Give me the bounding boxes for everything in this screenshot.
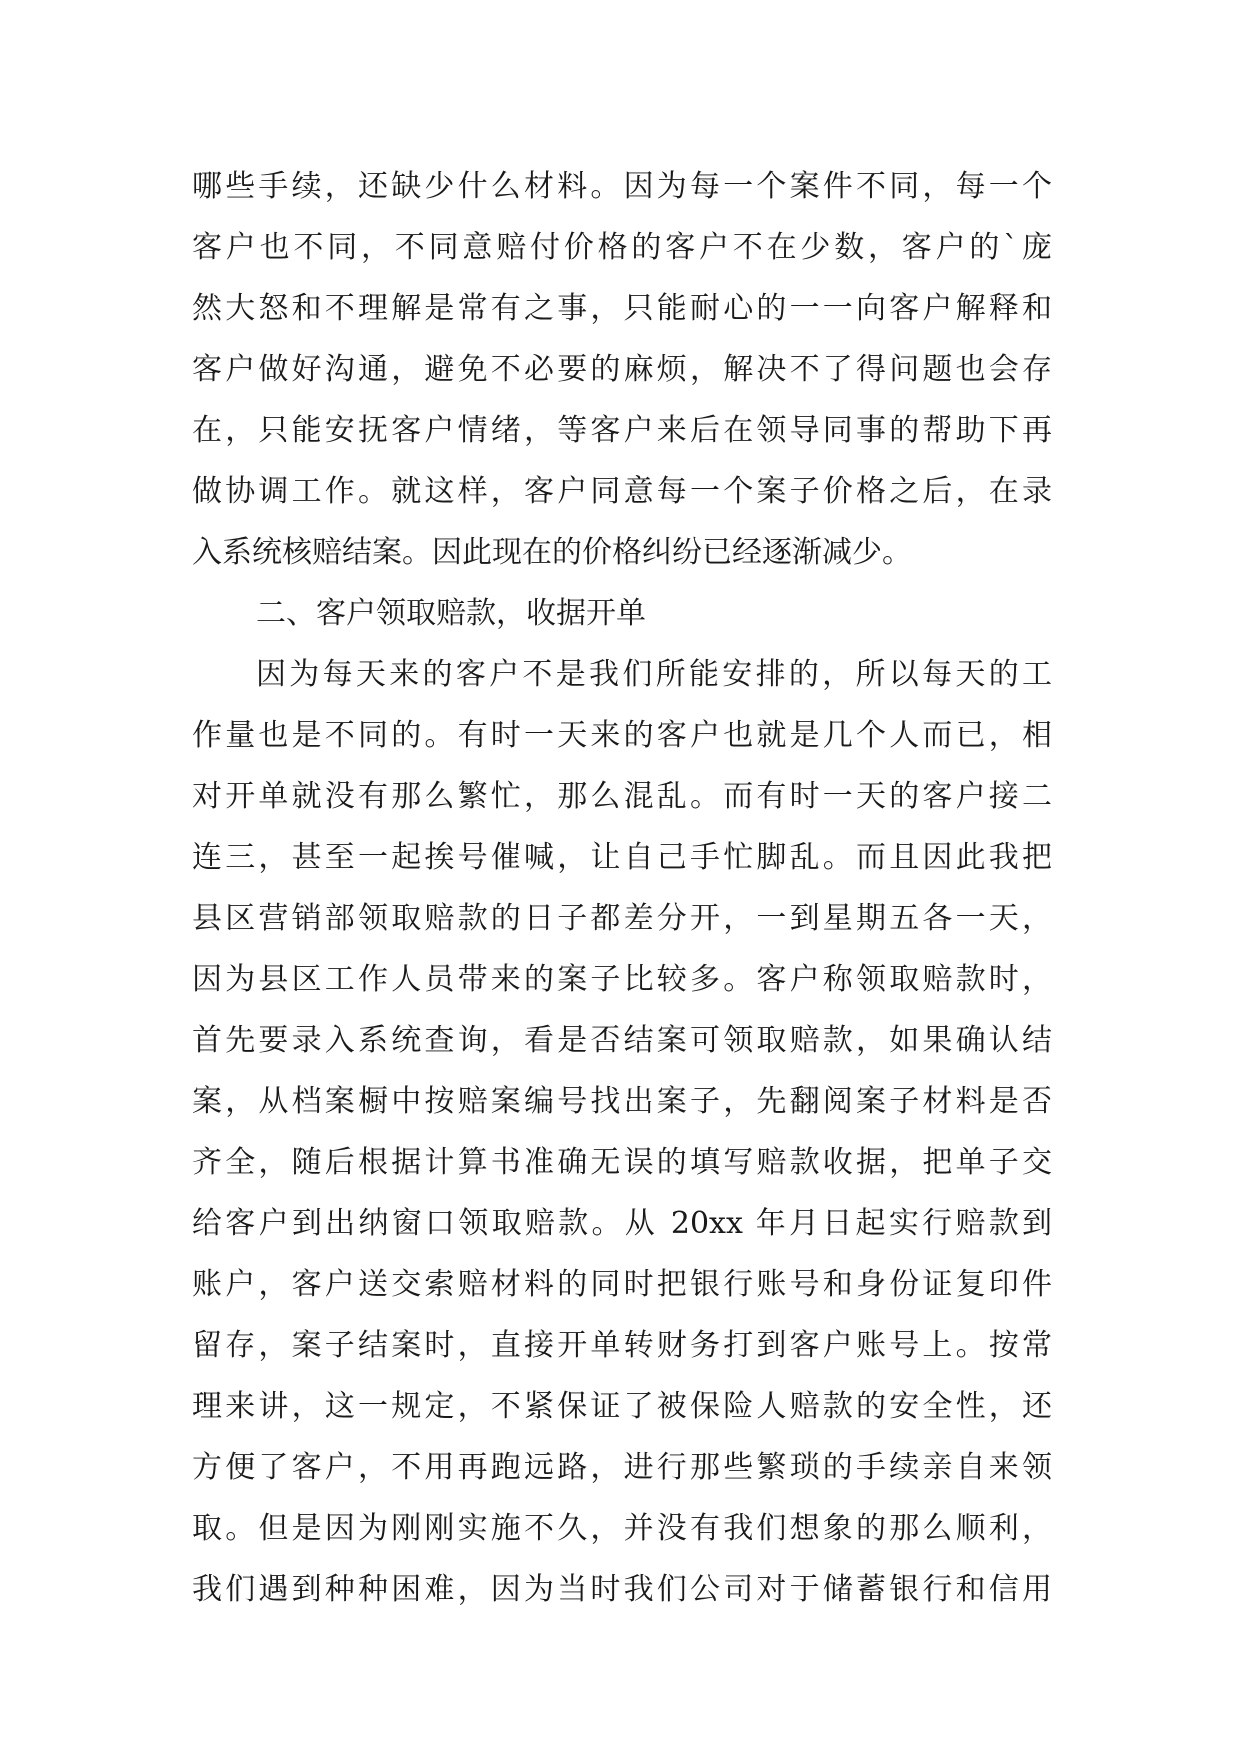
text-line: 连三，甚至一起挨号催喊，让自己手忙脚乱。而且因此我把 (192, 840, 1052, 875)
text-line: 首先要录入系统查询，看是否结案可领取赔款，如果确认结 (192, 1023, 1052, 1058)
section-heading: 二、客户领取赔款，收据开单 (256, 596, 646, 631)
text-line: 然大怒和不理解是常有之事，只能耐心的一一向客户解释和 (192, 291, 1052, 326)
text-line: 作量也是不同的。有时一天来的客户也就是几个人而已，相 (192, 718, 1052, 753)
text-line: 齐全，随后根据计算书准确无误的填写赔款收据，把单子交 (192, 1145, 1052, 1180)
text-line: 因为每天来的客户不是我们所能安排的，所以每天的工 (256, 657, 1052, 692)
text-line: 县区营销部领取赔款的日子都差分开，一到星期五各一天， (192, 901, 1052, 936)
text-line: 账户，客户送交索赔材料的同时把银行账号和身份证复印件 (192, 1267, 1052, 1302)
text-line: 客户也不同，不同意赔付价格的客户不在少数，客户的`庞 (192, 230, 1052, 265)
text-line: 留存，案子结案时，直接开单转财务打到客户账号上。按常 (192, 1328, 1052, 1363)
text-line: 我们遇到种种困难，因为当时我们公司对于储蓄银行和信用 (192, 1572, 1052, 1607)
text-line: 因为县区工作人员带来的案子比较多。客户称领取赔款时， (192, 962, 1052, 997)
text-line: 给客户到出纳窗口领取赔款。从 20xx 年月日起实行赔款到 (192, 1206, 1052, 1241)
text-line: 客户做好沟通，避免不必要的麻烦，解决不了得问题也会存 (192, 352, 1052, 387)
paragraph-1 (192, 156, 1052, 583)
text-line: 入系统核赔结案。因此现在的价格纠纷已经逐渐减少。 (192, 535, 912, 570)
text-line: 取。但是因为刚刚实施不久，并没有我们想象的那么顺利， (192, 1511, 1052, 1546)
text-line: 做协调工作。就这样，客户同意每一个案子价格之后，在录 (192, 474, 1052, 509)
text-line: 哪些手续，还缺少什么材料。因为每一个案件不同，每一个 (192, 169, 1052, 204)
text-line: 对开单就没有那么繁忙，那么混乱。而有时一天的客户接二 (192, 779, 1052, 814)
text-line: 在，只能安抚客户情绪，等客户来后在领导同事的帮助下再 (192, 413, 1052, 448)
text-line: 案，从档案橱中按赔案编号找出案子，先翻阅案子材料是否 (192, 1084, 1052, 1119)
document-body (192, 156, 1052, 1620)
paragraph-2 (192, 644, 1052, 1620)
text-line: 方便了客户，不用再跑远路，进行那些繁琐的手续亲自来领 (192, 1450, 1052, 1485)
text-line: 理来讲，这一规定，不紧保证了被保险人赔款的安全性，还 (192, 1389, 1052, 1424)
